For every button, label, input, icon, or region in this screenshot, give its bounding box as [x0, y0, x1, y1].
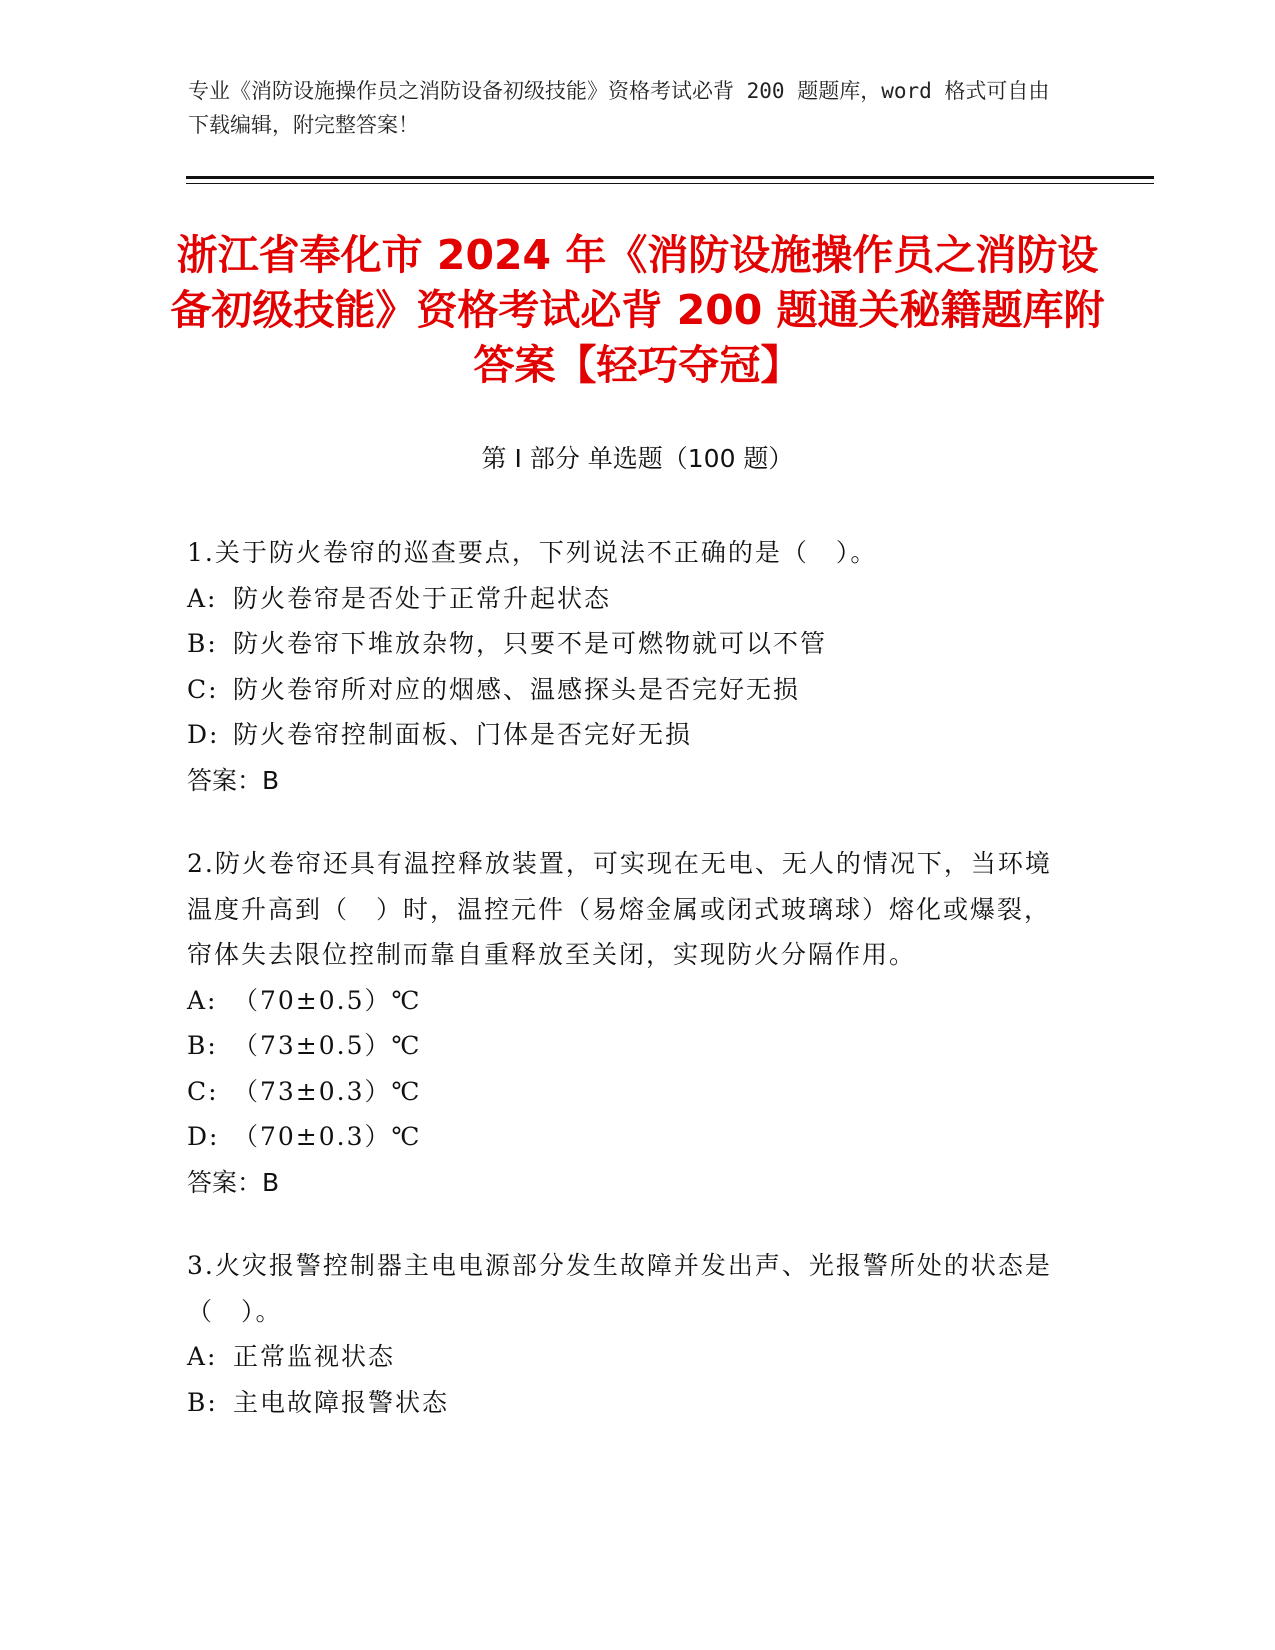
option-text: 防火卷帘控制面板、门体是否完好无损	[233, 720, 693, 749]
question-stem: 3.火灾报警控制器主电电源部分发生故障并发出声、光报警所处的状态是（ ）。	[187, 1251, 1052, 1326]
option-key: A:	[187, 985, 218, 1015]
section-title: 第 I 部分 单选题（100 题）	[481, 444, 794, 473]
option-text: 主电故障报警状态	[233, 1387, 450, 1417]
option-text: （73±0.5）℃	[233, 1031, 422, 1060]
option-key: B:	[187, 1387, 218, 1417]
option-c	[187, 667, 1067, 713]
option-text: 防火卷帘是否处于正常升起状态	[233, 583, 612, 613]
option-key: C:	[187, 674, 219, 704]
option-key: D:	[187, 720, 220, 749]
option-text: （70±0.5）℃	[233, 985, 422, 1015]
option-b	[187, 1023, 1067, 1069]
header-rule-thick	[186, 176, 1154, 179]
option-b	[187, 621, 1067, 667]
option-key: C:	[187, 1076, 219, 1106]
option-d	[187, 1114, 1067, 1160]
option-text: 防火卷帘所对应的烟感、温感探头是否完好无损	[233, 674, 801, 704]
option-key: A:	[187, 583, 218, 613]
option-a	[187, 1334, 1067, 1380]
option-key: D:	[187, 1122, 220, 1151]
question-3	[187, 1243, 1067, 1425]
option-a	[187, 576, 1067, 622]
option-key: B:	[187, 629, 218, 658]
option-key: A:	[187, 1342, 218, 1371]
option-text: （70±0.3）℃	[233, 1122, 422, 1151]
option-d	[187, 712, 1067, 758]
document-title: 浙江省奉化市 2024 年《消防设施操作员之消防设备初级技能》资格考试必背 200 题通关秘籍题库附答案【轻巧夺冠】	[170, 231, 1105, 389]
question-stem: 1.关于防火卷帘的巡查要点，下列说法不正确的是（ ）。	[187, 538, 878, 567]
option-text: 正常监视状态	[233, 1342, 396, 1371]
answer: 答案：B	[187, 1167, 280, 1197]
option-b	[187, 1380, 1067, 1426]
question-1	[187, 530, 1067, 803]
question-list	[187, 530, 1067, 1463]
question-2	[187, 841, 1067, 1205]
option-text: （73±0.3）℃	[233, 1076, 422, 1106]
option-c	[187, 1069, 1067, 1115]
header-rule-thin	[186, 183, 1154, 184]
option-a	[187, 978, 1067, 1024]
question-stem: 2.防火卷帘还具有温控释放装置，可实现在无电、无人的情况下，当环境温度升高到（ ）时，温控元件（易熔金属或闭式玻璃球）熔化或爆裂，帘体失去限位控制而靠自重释放至关闭，实现防火分隔作用。	[187, 849, 1052, 969]
answer: 答案：B	[187, 765, 280, 795]
option-text: 防火卷帘下堆放杂物，只要不是可燃物就可以不管	[233, 629, 828, 658]
option-key: B:	[187, 1031, 218, 1060]
header-note: 专业《消防设施操作员之消防设备初级技能》资格考试必背 200 题题库，word 格式可自由下载编辑，附完整答案！	[188, 79, 1050, 137]
